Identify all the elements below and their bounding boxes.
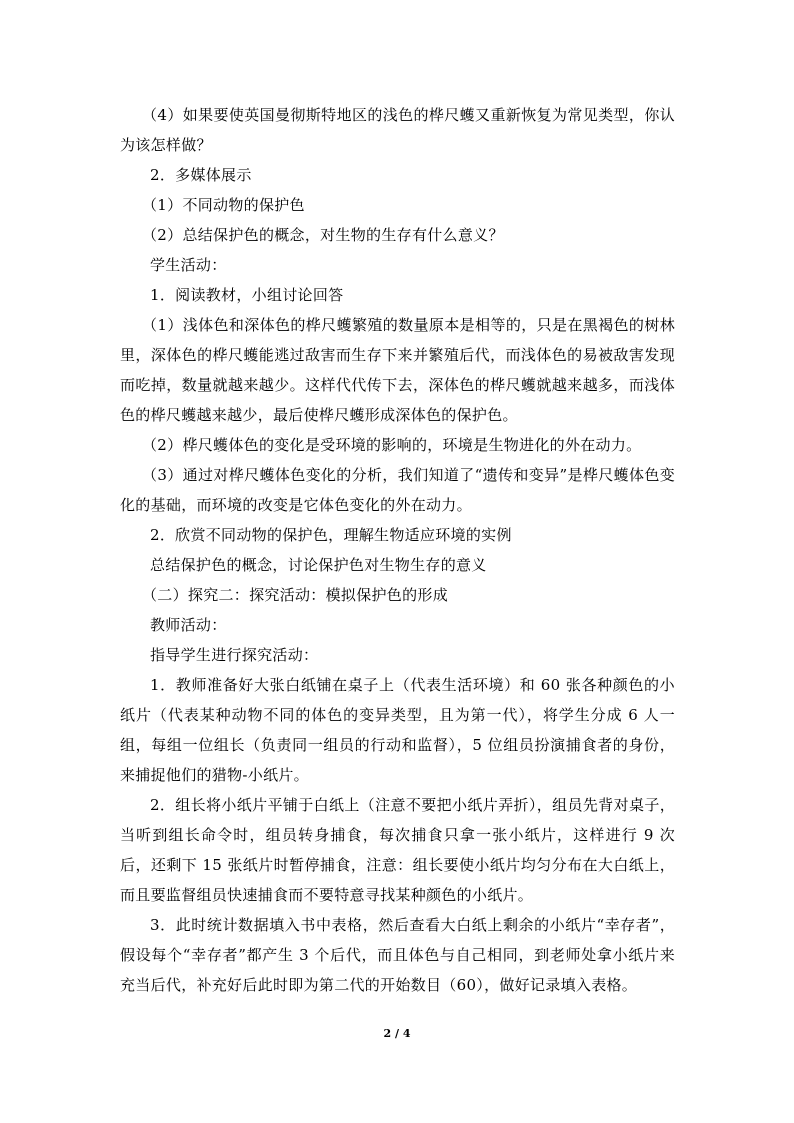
paragraph-step-2: 2．组长将小纸片平铺于白纸上（注意不要把小纸片弄折），组员先背对桌子，当听到组长命令时，组员转身捕食，每次捕食只拿一张小纸片，这样进行 9 次后，还剩下 15 张纸片时暂停捕食，注意：组长要使小纸片均匀分布在大白纸上，而且要监督组员快速捕食而不要特意寻找某种颜色的小纸片。 <box>120 796 675 904</box>
paragraph-question-4: （4）如果要使英国曼彻斯特地区的浅色的桦尺蠖又重新恢复为常见类型，你认为该怎样做？ <box>120 106 675 154</box>
paragraph-answer-1: （1）浅体色和深体色的桦尺蠖繁殖的数量原本是相等的，只是在黑褐色的树林里，深体色的桦尺蠖能逃过敌害而生存下来并繁殖后代，而浅体色的易被敌害发现而吃掉，数量就越来越少。这样代代传下去，深体色的桦尺蠖就越来越多，而浅体色的桦尺蠖越来越少，最后使桦尺蠖形成深体色的保护色。 <box>120 316 675 424</box>
paragraph-multimedia-item-2: （2）总结保护色的概念，对生物的生存有什么意义？ <box>142 226 504 244</box>
paragraph-step-3: 3．此时统计数据填入书中表格，然后查看大白纸上剩余的小纸片“幸存者”，假设每个“幸存者”都产生 3 个后代，而且体色与自己相同，到老师处拿小纸片来充当后代，补充好后此时即为第二代的开始数目（60），做好记录填入表格。 <box>120 916 675 994</box>
page-number: 2 / 4 <box>383 1027 411 1040</box>
paragraph-guide-students: 指导学生进行探究活动： <box>150 646 319 664</box>
paragraph-appreciate: 2．欣赏不同动物的保护色，理解生物适应环境的实例 <box>150 526 512 544</box>
document-body <box>120 100 675 1000</box>
paragraph-inquiry-two-heading: （二）探究二：探究活动：模拟保护色的形成 <box>142 586 449 604</box>
paragraph-answer-2: （2）桦尺蠖体色的变化是受环境的影响的，环境是生物进化的外在动力。 <box>142 436 642 454</box>
paragraph-teacher-activity: 教师活动： <box>150 616 227 634</box>
paragraph-step-1: 1．教师准备好大张白纸铺在桌子上（代表生活环境）和 60 张各种颜色的小纸片（代表某种动物不同的体色的变异类型，且为第一代），将学生分成 6 人一组，每组一位组长（负责同一组员的行动和监督），5 位组员扮演捕食者的身份，来捕捉他们的猎物-小纸片。 <box>120 676 675 784</box>
paragraph-multimedia-item-1: （1）不同动物的保护色 <box>142 196 305 214</box>
paragraph-summarize: 总结保护色的概念，讨论保护色对生物生存的意义 <box>150 556 487 574</box>
paragraph-answer-3: （3）通过对桦尺蠖体色变化的分析，我们知道了“遗传和变异”是桦尺蠖体色变化的基础，而环境的改变是它体色变化的外在动力。 <box>120 466 675 514</box>
paragraph-reading-discussion: 1．阅读教材，小组讨论回答 <box>150 286 344 304</box>
paragraph-student-activity: 学生活动： <box>150 256 227 274</box>
paragraph-multimedia-heading: 2．多媒体展示 <box>150 166 252 184</box>
